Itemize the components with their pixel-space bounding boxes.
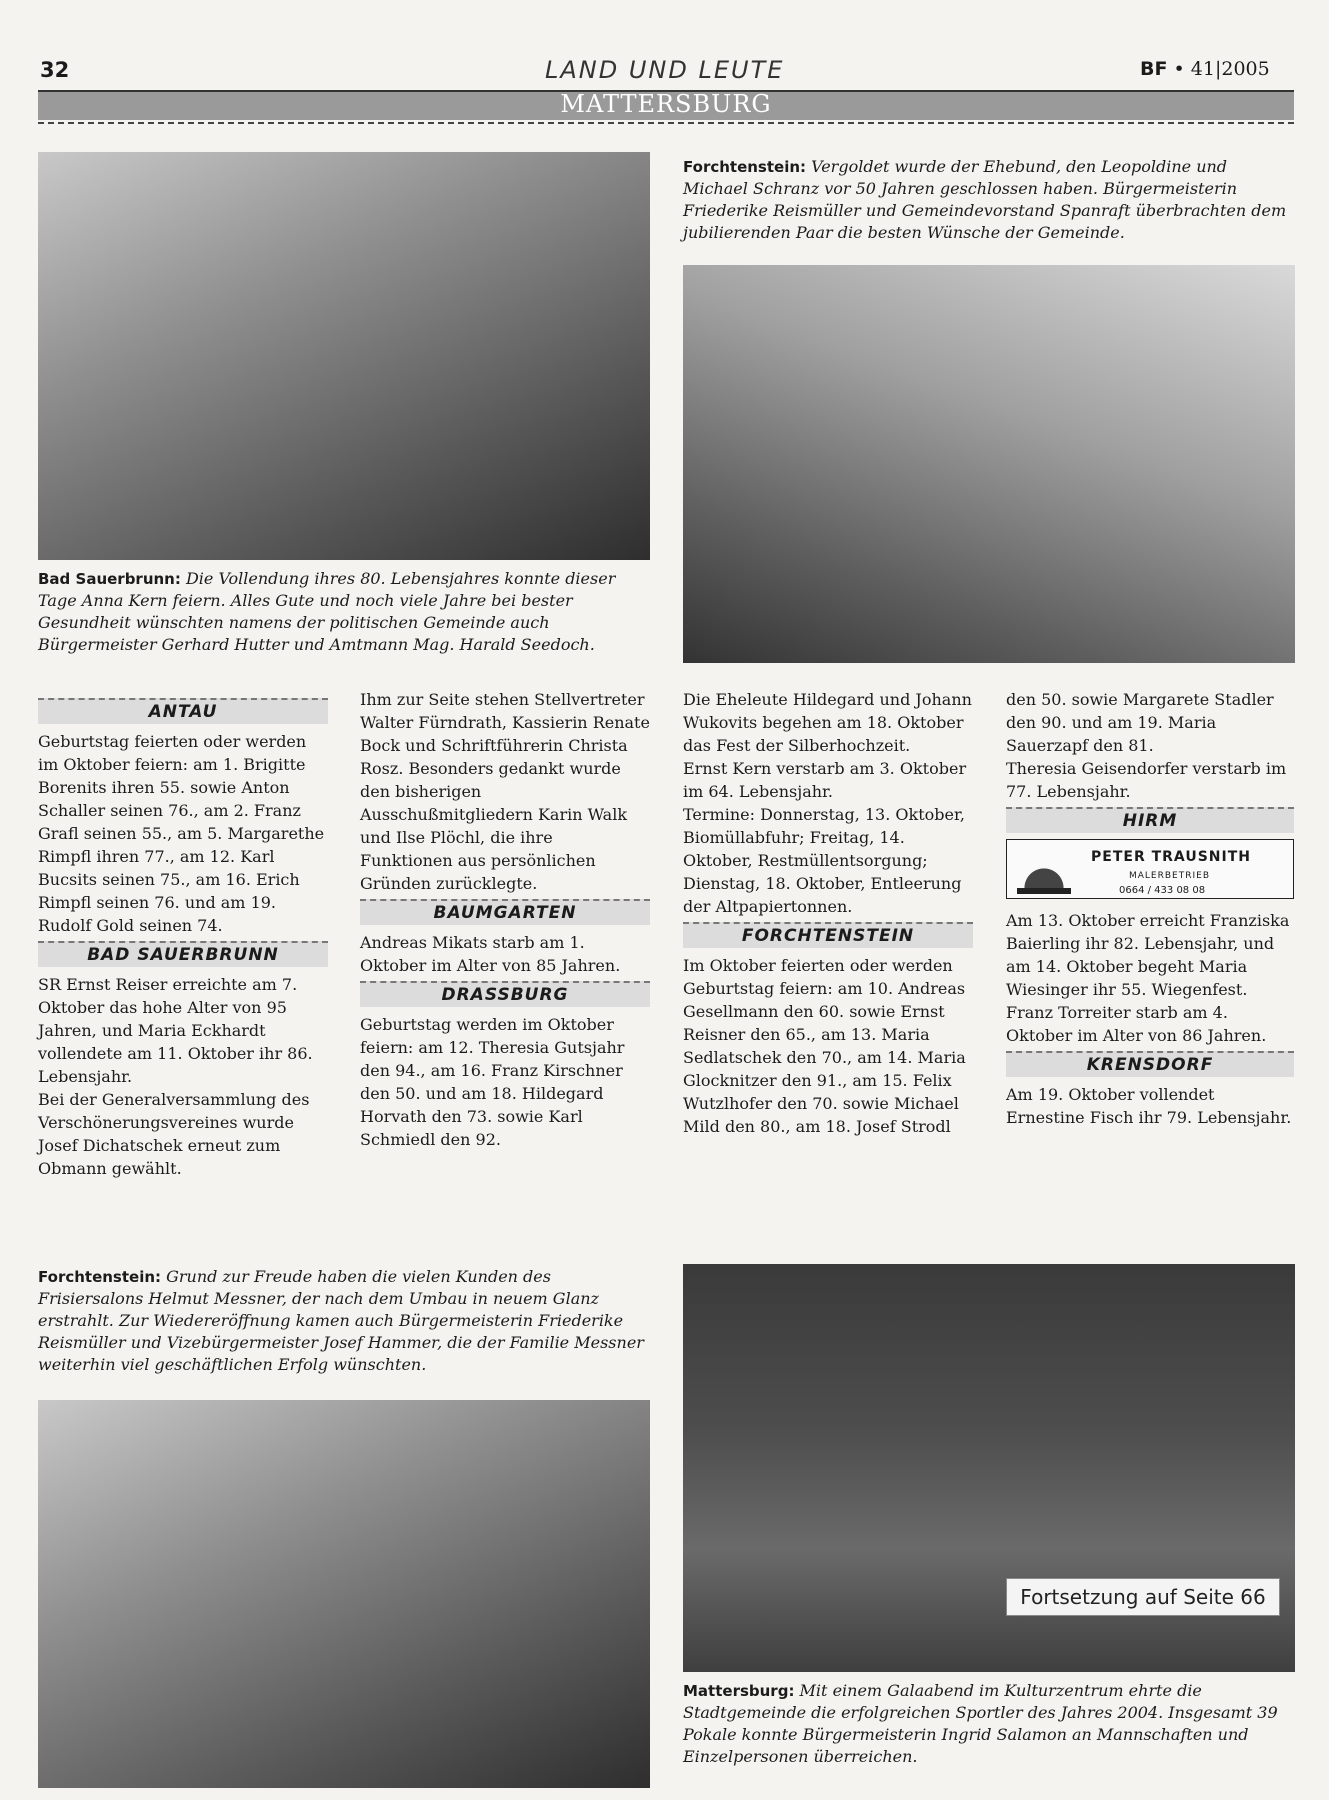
text-termine: Termine: Donnerstag, 13. Oktober, Biomüllabfuhr; Freitag, 14. Oktober, Restmüllentsorgung; Dienstag, 18. Oktober, Entleerung der Altpapiertonnen. (683, 805, 965, 916)
text-drassburg: Geburtstag werden im Oktober feiern: am 12. Theresia Gutsjahr den 94., am 16. Franz Kirschner den 50. und am 18. Hildegard Horvath den 73. sowie Karl Schmiedl den 92. (360, 1015, 625, 1149)
caption-text: Grund zur Freude haben die vielen Kunden des Frisiersalons Helmut Messner, der nach dem Umbau in neuem Glanz erstrahlt. Zur Wiedereröffnung kamen auch Bürgermeisterin Friederike Reismüller und Vizebürgermeister Josef Hammer, die der Familie Messner weiterhin viel geschäftlichen Erfolg wünschten. (38, 1267, 644, 1374)
heading-forchtenstein: FORCHTENSTEIN (683, 922, 973, 948)
caption-place: Forchtenstein: (38, 1268, 162, 1286)
continuation-note: Fortsetzung auf Seite 66 (1006, 1578, 1280, 1616)
heading-hirm: HIRM (1006, 807, 1294, 833)
photo-golden-wedding (683, 265, 1295, 663)
text-ernst-kern: Ernst Kern verstarb am 3. Oktober im 64. Lebensjahr. (683, 759, 967, 801)
column-1 (38, 694, 328, 1180)
caption-sportler-gala (683, 1680, 1295, 1768)
ad-company-name: PETER TRAUSNITH (1091, 849, 1251, 865)
ad-phone: 0664 / 433 08 08 (1119, 885, 1206, 896)
text-bad-sauerbrunn-1: SR Ernst Reiser erreichte am 7. Oktober das hohe Alter von 95 Jahren, und Maria Eckhardt vollendete am 11. Oktober ihr 86. Lebensjahr. (38, 975, 313, 1086)
issue-number: 41|2005 (1190, 58, 1270, 80)
caption-place: Forchtenstein: (683, 158, 807, 176)
text-hirm-2: Franz Torreiter starb am 4. Oktober im Alter von 86 Jahren. (1006, 1003, 1267, 1045)
heading-antau: ANTAU (38, 698, 328, 724)
caption-place: Bad Sauerbrunn: (38, 570, 181, 588)
caption-frisiersalon (38, 1266, 650, 1376)
text-krensdorf: Am 19. Oktober vollendet Ernestine Fisch ihr 79. Lebensjahr. (1006, 1085, 1292, 1127)
text-antau: Geburtstag feierten oder werden im Oktober feiern: am 1. Brigitte Borenits ihren 55. sowie Anton Schaller seinen 76., am 2. Franz Grafl seinen 55., am 5. Margarethe Rimpfl ihren 77., am 12. Karl Bucsits seinen 75., am 16. Erich Rimpfl seinen 76. und am 19. Rudolf Gold seinen 74. (38, 732, 325, 935)
advertisement-trausnith (1006, 839, 1294, 899)
caption-place: Mattersburg: (683, 1682, 795, 1700)
heading-baumgarten: BAUMGARTEN (360, 899, 650, 925)
column-4 (1006, 688, 1294, 1129)
caption-golden-wedding (683, 156, 1295, 244)
caption-text: Die Vollendung ihres 80. Lebensjahres konnte dieser Tage Anna Kern feiern. Alles Gute und noch viele Jahre bei bester Gesundheit wünschten namens der politischen Gemeinde auch Bürgermeister Gerhard Hutter und Amtmann Mag. Harald Seedoch. (38, 569, 616, 654)
issue-info (1140, 58, 1270, 80)
ad-company-type: MALERBETRIEB (1129, 871, 1211, 881)
text-silberhochzeit: Die Eheleute Hildegard und Johann Wukovits begehen am 18. Oktober das Fest der Silberhochzeit. (683, 690, 972, 755)
heading-bad-sauerbrunn: BAD SAUERBRUNN (38, 941, 328, 967)
text-forchtenstein: Im Oktober feierten oder werden Geburtstag feiern: am 10. Andreas Gesellmann den 60. sowie Ernst Reisner den 65., am 13. Maria Sedlatschek den 70., am 14. Maria Glocknitzer den 91., am 15. Felix Wutzlhofer den 70. sowie Michael Mild den 80., am 18. Josef Strodl (683, 956, 966, 1136)
text-forchtenstein-continued: den 50. sowie Margarete Stadler den 90. und am 19. Maria Sauerzapf den 81. (1006, 690, 1274, 755)
painter-logo-icon (1017, 848, 1071, 894)
text-baumgarten: Andreas Mikats starb am 1. Oktober im Alter von 85 Jahren. (360, 933, 621, 975)
text-geisendorfer: Theresia Geisendorfer verstarb im 77. Lebensjahr. (1006, 759, 1287, 801)
photo-frisiersalon (38, 1400, 650, 1788)
text-hirm-1: Am 13. Oktober erreicht Franziska Baierling ihr 82. Lebensjahr, und am 14. Oktober begeht Maria Wiesinger ihr 55. Wiegenfest. (1006, 911, 1290, 999)
text-verein-continued: Ihm zur Seite stehen Stellvertreter Walter Fürndrath, Kassierin Renate Bock und Schriftführerin Christa Rosz. Besonders gedankt wurde den bisherigen Ausschußmitgliedern Karin Walk und Ilse Plöchl, die ihre Funktionen aus persönlichen Gründen zurücklegte. (360, 690, 650, 893)
heading-drassburg: DRASSBURG (360, 981, 650, 1007)
region-title: MATTERSBURG (560, 90, 772, 118)
column-2 (360, 688, 650, 1151)
heading-krensdorf: KRENSDORF (1006, 1051, 1294, 1077)
section-title: LAND UND LEUTE (545, 56, 785, 84)
text-bad-sauerbrunn-2: Bei der Generalversammlung des Verschönerungsvereines wurde Josef Dichatschek erneut zum Obmann gewählt. (38, 1090, 310, 1178)
photo-anna-kern (38, 152, 650, 560)
header-divider (38, 122, 1294, 124)
caption-anna-kern (38, 568, 650, 656)
issue-separator: • (1173, 58, 1185, 80)
caption-text: Mit einem Galaabend im Kulturzentrum ehrte die Stadtgemeinde die erfolgreichen Sportler des Jahres 2004. Insgesamt 39 Pokale konnte Bürgermeisterin Ingrid Salamon an Mannschaften und Einzelpersonen überreichen. (683, 1681, 1278, 1766)
caption-text: Vergoldet wurde der Ehebund, den Leopoldine und Michael Schranz vor 50 Jahren geschlossen haben. Bürgermeisterin Friederike Reismüller und Gemeindevorstand Spanraft überbrachten dem jubilierenden Paar die besten Wünsche der Gemeinde. (683, 157, 1287, 242)
magazine-name: BF (1140, 58, 1168, 80)
page-number: 32 (40, 58, 70, 82)
column-3 (683, 688, 973, 1138)
